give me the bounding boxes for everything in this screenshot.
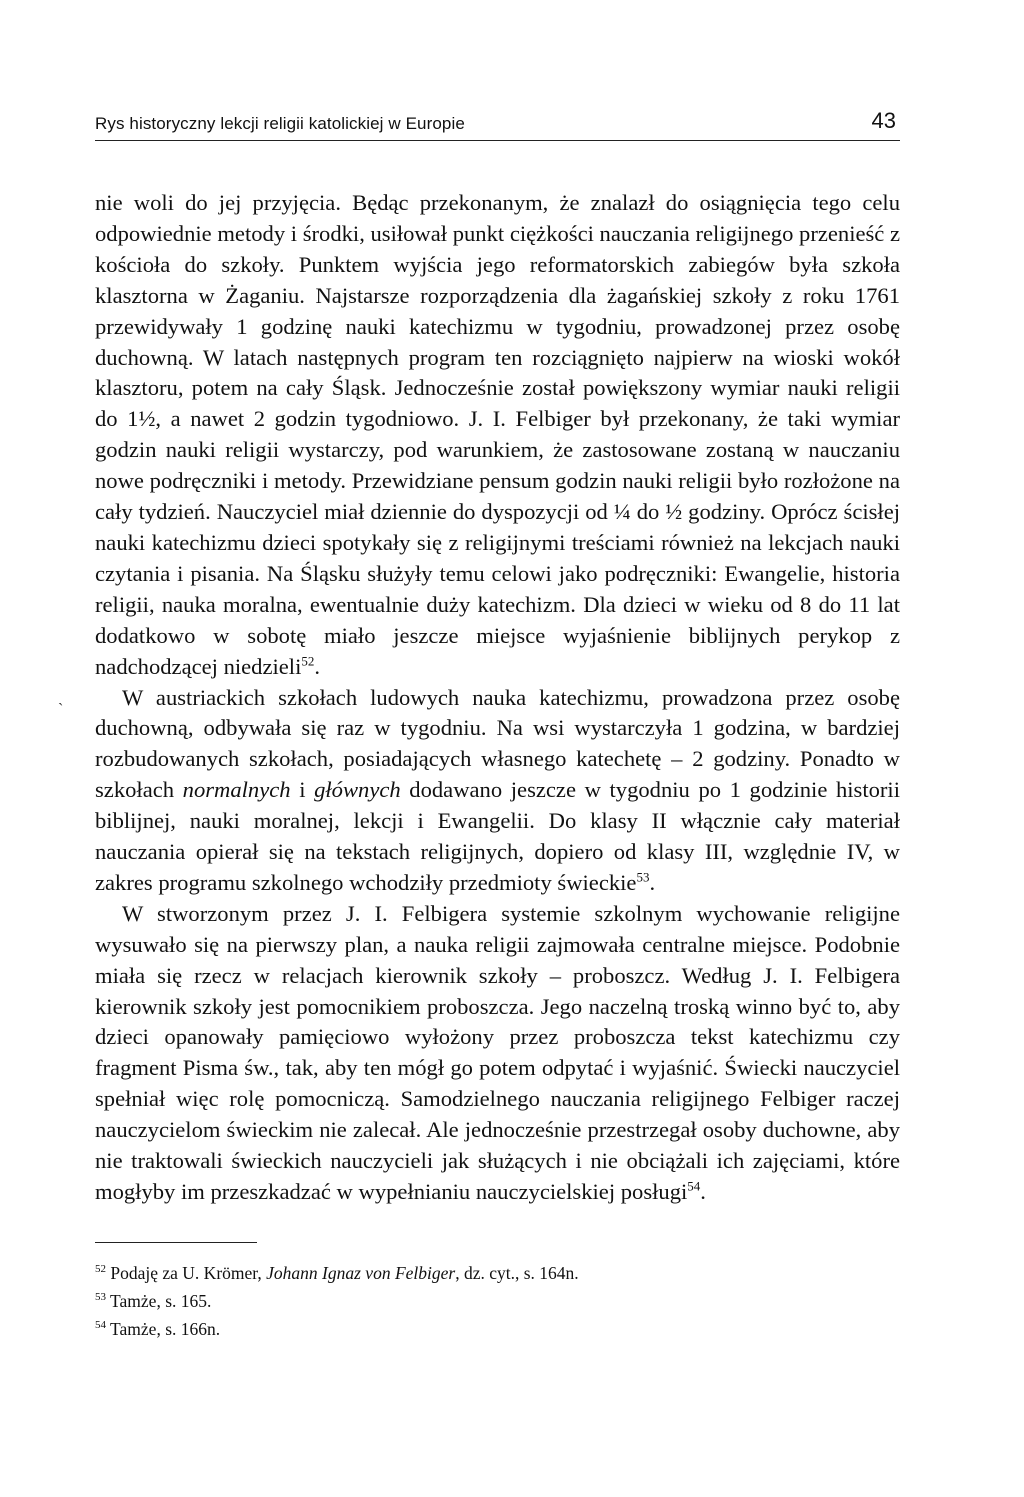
footnotes (95, 1259, 900, 1343)
footnote-53-number: 53 (95, 1291, 106, 1304)
paragraph-2-text-a: W austriackich szkołach ludowych nauka katechizmu, prowadzona przez osobę duchowną, odbywała się raz w tygodniu. Na wsi wystarczyła 1 godzina, w bardziej rozbudowanych szkołach, posiadających własnego katechetę – 2 godziny. Ponadto w szkołach (95, 684, 900, 803)
paragraph-3-end: . (700, 1179, 706, 1204)
paragraph-2-text-b: i (290, 777, 315, 803)
paragraph-1-text: nie woli do jej przyjęcia. Będąc przekonanym, że znalazł do osiągnięcia tego celu odpowiednie metody i środki, usiłował punkt ciężkości nauczania religijnego przenieść z kościoła do szkoły. Punktem wyjścia jego reformatorskich zabiegów była szkoła klasztorna w Żaganiu. Najstarsze rozporządzenia dla żagańskiej szkoły z roku 1761 przewidywały 1 godzinę nauki katechizmu w tygodniu, prowadzonej przez osobę duchowną. W latach następnych program ten rozciągnięto najpierw na wioski wokół klasztoru, potem na cały Śląsk. Jednocześnie został powiększony wymiar nauki religii do 1½, a nawet 2 godzin tygodniowo. J. I. Felbiger był przekonany, że taki wymiar godzin nauki religii wystarczy, pod warunkiem, że zastosowane zostaną w nauczaniu nowe podręczniki i metody. Przewidziane pensum godzin nauki religii było rozłożone na cały tydzień. Nauczyciel miał dziennie do dyspozycji od ¼ do ½ godziny. Oprócz ścisłej nauki katechizmu dzieci spotykały się z religijnymi treściami również na lekcjach nauki czytania i pisania. Na Śląsku służyły temu celowi jako podręczniki: Ewangelie, historia religii, nauka moralna, ewentualnie duży katechizm. Dla dzieci w wieku od 8 do 11 lat dodatkowo w sobotę miało jeszcze miejsce wyjaśnienie biblijnych perykop z nadchodzącej niedzieli (95, 190, 900, 679)
paragraph-2-italic-normalnych: normalnych (182, 777, 291, 803)
paragraph-1-end: . (314, 653, 321, 679)
paragraph-2 (95, 683, 900, 899)
paragraph-1 (95, 188, 900, 683)
footnote-53 (95, 1287, 900, 1315)
footnote-54 (95, 1315, 900, 1343)
footnote-52-text-pre: Podaję za U. Krömer, (106, 1262, 267, 1283)
footnote-ref-53: 53 (636, 869, 650, 885)
body-text (95, 188, 900, 1208)
footnote-52-title: Johann Ignaz von Felbiger (266, 1262, 456, 1283)
paragraph-3-text: W stworzonym przez J. I. Felbigera systemie szkolnym wychowanie religijne wysuwało się na pierwszy plan, a nauka religii zajmowała centralne miejsce. Podobnie miała się rzecz w relacjach kierownik szkoły – proboszcz. Według J. I. Felbigera kierownik szkoły jest pomocnikiem proboszcza. Jego naczelną troską winno być to, aby dzieci opanowały pamięciowo wyłożony przez proboszcza tekst katechizmu czy fragment Pisma św., tak, aby ten mógł go potem odpytać i wyjaśnić. Świecki nauczyciel spełniał więc rolę pomocniczą. Samodzielnego nauczania religijnego Felbiger raczej nauczycielom świeckim nie zalecał. Ale jednocześnie przestrzegał osoby duchowne, aby nie traktowali świeckich nauczycieli jak służących i nie obciążali ich zajęciami, które mogłyby im przeszkadzać w wypełnianiu nauczycielskiej posługi (95, 900, 900, 1204)
footnote-54-number: 54 (95, 1319, 106, 1332)
running-head-title: Rys historyczny lekcji religii katolickiej w Europie (95, 114, 465, 133)
footnote-52-number: 52 (95, 1263, 106, 1276)
paragraph-2-italic-glownych: głównych (314, 777, 401, 803)
footnote-ref-54: 54 (687, 1178, 701, 1194)
paragraph-3 (95, 899, 900, 1208)
footnote-53-text: Tamże, s. 165. (106, 1290, 212, 1311)
book-page (95, 100, 900, 1343)
footnote-52 (95, 1259, 900, 1287)
paragraph-2-text-c: dodawano jeszcze w tygodniu po 1 godzinie historii biblijnej, nauki moralnej, lekcji i Ewangelii. Do klasy II włącznie cały materiał nauczania opierał się na tekstach religijnych, dopiero od klasy III, względnie IV, w zakres programu szkolnego wchodziły przedmioty świeckie (95, 777, 900, 895)
footnote-54-text: Tamże, s. 166n. (106, 1318, 221, 1339)
page-number: 43 (871, 108, 896, 133)
footnote-52-text-post: , dz. cyt., s. 164n. (455, 1262, 579, 1283)
footnote-separator (95, 1242, 257, 1243)
paragraph-2-end: . (649, 869, 656, 895)
running-head (95, 100, 900, 141)
stray-mark: ` (58, 701, 64, 718)
footnote-ref-52: 52 (301, 653, 315, 669)
